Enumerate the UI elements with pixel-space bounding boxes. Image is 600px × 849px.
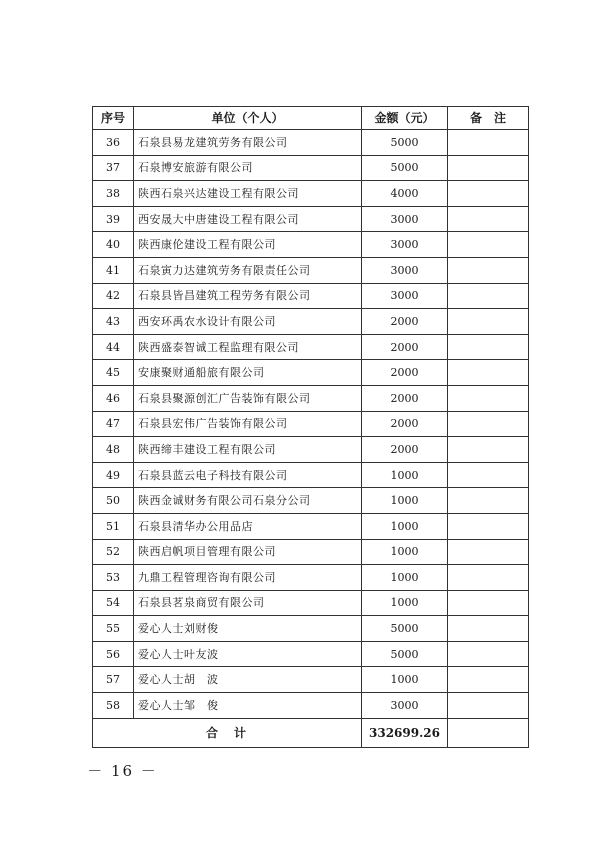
row-unit-name: 石泉县茗泉商贸有限公司 bbox=[134, 590, 362, 616]
row-note bbox=[448, 565, 529, 591]
row-serial-number: 54 bbox=[93, 590, 134, 616]
table-row bbox=[93, 130, 529, 156]
row-serial-number: 53 bbox=[93, 565, 134, 591]
row-amount: 1000 bbox=[362, 462, 448, 488]
row-amount: 1000 bbox=[362, 488, 448, 514]
row-serial-number: 49 bbox=[93, 462, 134, 488]
row-amount: 2000 bbox=[362, 385, 448, 411]
table-row bbox=[93, 462, 529, 488]
row-unit-name: 陕西金诚财务有限公司石泉分公司 bbox=[134, 488, 362, 514]
row-serial-number: 39 bbox=[93, 206, 134, 232]
row-unit-name: 爱心人士胡 波 bbox=[134, 667, 362, 693]
row-unit-name: 西安环禹农水设计有限公司 bbox=[134, 309, 362, 335]
row-serial-number: 48 bbox=[93, 437, 134, 463]
table-row bbox=[93, 181, 529, 207]
row-amount: 2000 bbox=[362, 360, 448, 386]
row-note bbox=[448, 693, 529, 719]
row-note bbox=[448, 616, 529, 642]
table-row bbox=[93, 437, 529, 463]
row-amount: 1000 bbox=[362, 667, 448, 693]
header-note: 备 注 bbox=[448, 107, 529, 130]
row-amount: 1000 bbox=[362, 513, 448, 539]
row-note bbox=[448, 539, 529, 565]
header-amount: 金额（元） bbox=[362, 107, 448, 130]
row-note bbox=[448, 411, 529, 437]
row-unit-name: 爱心人士叶友波 bbox=[134, 641, 362, 667]
row-amount: 5000 bbox=[362, 130, 448, 156]
row-amount: 1000 bbox=[362, 590, 448, 616]
total-label: 合 计 bbox=[93, 718, 362, 747]
page-number: － 16 － bbox=[87, 762, 158, 780]
table-row bbox=[93, 616, 529, 642]
row-amount: 3000 bbox=[362, 257, 448, 283]
row-unit-name: 陕西缔丰建设工程有限公司 bbox=[134, 437, 362, 463]
row-serial-number: 44 bbox=[93, 334, 134, 360]
row-serial-number: 37 bbox=[93, 155, 134, 181]
header-unit-name: 单位（个人） bbox=[134, 107, 362, 130]
row-unit-name: 陕西石泉兴达建设工程有限公司 bbox=[134, 181, 362, 207]
table-row bbox=[93, 513, 529, 539]
row-serial-number: 46 bbox=[93, 385, 134, 411]
table-row bbox=[93, 488, 529, 514]
table-row bbox=[93, 283, 529, 309]
row-unit-name: 石泉县聚源创汇广告装饰有限公司 bbox=[134, 385, 362, 411]
table-row bbox=[93, 411, 529, 437]
row-amount: 1000 bbox=[362, 565, 448, 591]
row-note bbox=[448, 257, 529, 283]
row-note bbox=[448, 360, 529, 386]
row-note bbox=[448, 232, 529, 258]
row-unit-name: 陕西盛泰智诚工程监理有限公司 bbox=[134, 334, 362, 360]
row-unit-name: 石泉寅力达建筑劳务有限责任公司 bbox=[134, 257, 362, 283]
row-amount: 4000 bbox=[362, 181, 448, 207]
table-row bbox=[93, 232, 529, 258]
table-row bbox=[93, 155, 529, 181]
row-amount: 3000 bbox=[362, 283, 448, 309]
row-unit-name: 陕西启帆项目管理有限公司 bbox=[134, 539, 362, 565]
row-amount: 3000 bbox=[362, 206, 448, 232]
row-note bbox=[448, 206, 529, 232]
row-serial-number: 41 bbox=[93, 257, 134, 283]
row-unit-name: 石泉博安旅游有限公司 bbox=[134, 155, 362, 181]
row-unit-name: 爱心人士刘财俊 bbox=[134, 616, 362, 642]
row-serial-number: 51 bbox=[93, 513, 134, 539]
row-amount: 2000 bbox=[362, 437, 448, 463]
header-serial-number: 序号 bbox=[93, 107, 134, 130]
row-serial-number: 52 bbox=[93, 539, 134, 565]
table-row bbox=[93, 257, 529, 283]
table-row bbox=[93, 693, 529, 719]
row-serial-number: 40 bbox=[93, 232, 134, 258]
row-note bbox=[448, 283, 529, 309]
row-unit-name: 西安晟大中唐建设工程有限公司 bbox=[134, 206, 362, 232]
row-amount: 3000 bbox=[362, 232, 448, 258]
row-serial-number: 42 bbox=[93, 283, 134, 309]
total-note bbox=[448, 718, 529, 747]
table-row bbox=[93, 309, 529, 335]
row-amount: 1000 bbox=[362, 539, 448, 565]
table-row bbox=[93, 565, 529, 591]
row-serial-number: 47 bbox=[93, 411, 134, 437]
row-unit-name: 爱心人士邹 俊 bbox=[134, 693, 362, 719]
row-note bbox=[448, 385, 529, 411]
table-row bbox=[93, 334, 529, 360]
row-note bbox=[448, 181, 529, 207]
table-row bbox=[93, 590, 529, 616]
row-note bbox=[448, 309, 529, 335]
row-serial-number: 56 bbox=[93, 641, 134, 667]
row-unit-name: 石泉县清华办公用品店 bbox=[134, 513, 362, 539]
row-note bbox=[448, 513, 529, 539]
row-serial-number: 36 bbox=[93, 130, 134, 156]
row-amount: 5000 bbox=[362, 155, 448, 181]
row-serial-number: 43 bbox=[93, 309, 134, 335]
row-unit-name: 石泉县蓝云电子科技有限公司 bbox=[134, 462, 362, 488]
row-amount: 2000 bbox=[362, 411, 448, 437]
row-note bbox=[448, 437, 529, 463]
row-amount: 2000 bbox=[362, 309, 448, 335]
row-unit-name: 石泉县宏伟广告装饰有限公司 bbox=[134, 411, 362, 437]
table-row bbox=[93, 539, 529, 565]
row-serial-number: 50 bbox=[93, 488, 134, 514]
row-amount: 5000 bbox=[362, 641, 448, 667]
row-amount: 2000 bbox=[362, 334, 448, 360]
total-amount: 332699.26 bbox=[362, 718, 448, 747]
row-serial-number: 58 bbox=[93, 693, 134, 719]
row-note bbox=[448, 667, 529, 693]
row-note bbox=[448, 130, 529, 156]
row-serial-number: 57 bbox=[93, 667, 134, 693]
table-row bbox=[93, 641, 529, 667]
row-amount: 5000 bbox=[362, 616, 448, 642]
row-serial-number: 45 bbox=[93, 360, 134, 386]
row-unit-name: 九鼎工程管理咨询有限公司 bbox=[134, 565, 362, 591]
table-row bbox=[93, 667, 529, 693]
row-unit-name: 安康聚财通船旅有限公司 bbox=[134, 360, 362, 386]
row-unit-name: 石泉县皆昌建筑工程劳务有限公司 bbox=[134, 283, 362, 309]
row-note bbox=[448, 488, 529, 514]
row-note bbox=[448, 641, 529, 667]
donation-table bbox=[92, 106, 529, 748]
row-unit-name: 石泉县易龙建筑劳务有限公司 bbox=[134, 130, 362, 156]
row-serial-number: 38 bbox=[93, 181, 134, 207]
row-note bbox=[448, 462, 529, 488]
row-amount: 3000 bbox=[362, 693, 448, 719]
total-row bbox=[93, 718, 529, 747]
row-serial-number: 55 bbox=[93, 616, 134, 642]
table-header-row bbox=[93, 107, 529, 130]
table-row bbox=[93, 385, 529, 411]
row-note bbox=[448, 590, 529, 616]
row-unit-name: 陕西康伦建设工程有限公司 bbox=[134, 232, 362, 258]
table-row bbox=[93, 206, 529, 232]
table-row bbox=[93, 360, 529, 386]
table-body bbox=[93, 130, 529, 719]
row-note bbox=[448, 334, 529, 360]
row-note bbox=[448, 155, 529, 181]
